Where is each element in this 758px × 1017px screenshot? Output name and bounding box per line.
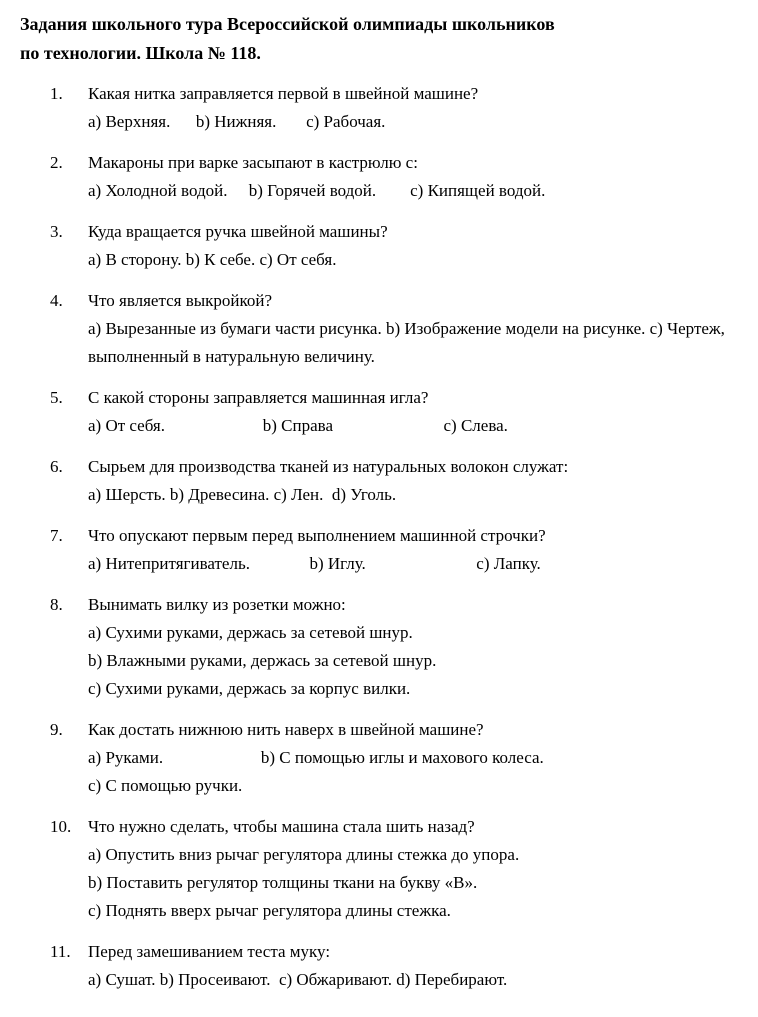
question-options xyxy=(88,744,740,800)
title-line: по технологии. Школа № 118. xyxy=(20,43,261,63)
question-text: Как достать нижнюю нить наверх в швейной машине? xyxy=(88,720,484,739)
option-line: a) Опустить вниз рычаг регулятора длины стежка до упора. xyxy=(88,845,520,864)
question-line xyxy=(50,287,740,315)
option-line: a) Руками. b) С помощью иглы и махового колеса. xyxy=(88,748,544,767)
document-title xyxy=(20,10,740,68)
question-number: 11. xyxy=(50,942,71,961)
question-number: 6. xyxy=(50,457,63,476)
question-number: 8. xyxy=(50,595,63,614)
question-text: Перед замешиванием теста муку: xyxy=(88,942,331,961)
option-line: b) Влажными руками, держась за сетевой шнур. xyxy=(88,651,437,670)
question-number: 2. xyxy=(50,153,63,172)
option-line: a) В сторону. b) К себе. c) От себя. xyxy=(88,250,337,269)
option-line: a) Сушат. b) Просеивают. c) Обжаривают. d) Перебирают. xyxy=(88,970,508,989)
question-line xyxy=(50,149,740,177)
option-line: a) Вырезанные из бумаги части рисунка. b) Изображение модели на рисунке. c) Чертеж, выполненный в натуральную величину. xyxy=(88,319,730,366)
option-line: b) Поставить регулятор толщины ткани на букву «В». xyxy=(88,873,478,892)
question-options xyxy=(88,841,740,925)
option-line: c) Сухими руками, держась за корпус вилки. xyxy=(88,679,411,698)
question-item xyxy=(50,384,740,440)
question-line xyxy=(50,591,740,619)
option-line: a) Сухими руками, держась за сетевой шнур. xyxy=(88,623,413,642)
question-text: С какой стороны заправляется машинная игла? xyxy=(88,388,429,407)
question-line xyxy=(50,453,740,481)
question-item xyxy=(50,80,740,136)
question-item xyxy=(50,813,740,925)
question-options xyxy=(88,412,740,440)
question-options xyxy=(88,177,740,205)
question-text: Что является выкройкой? xyxy=(88,291,273,310)
question-text: Что нужно сделать, чтобы машина стала шить назад? xyxy=(88,817,475,836)
question-line xyxy=(50,384,740,412)
question-number: 7. xyxy=(50,526,63,545)
title-line: Задания школьного тура Всероссийской олимпиады школьников xyxy=(20,14,555,34)
question-text: Сырьем для производства тканей из натуральных волокон служат: xyxy=(88,457,569,476)
question-number: 10. xyxy=(50,817,72,836)
question-number: 4. xyxy=(50,291,63,310)
option-line: a) Холодной водой. b) Горячей водой. c) Кипящей водой. xyxy=(88,181,546,200)
question-line xyxy=(50,813,740,841)
question-line xyxy=(50,716,740,744)
question-options xyxy=(88,966,740,994)
question-number: 3. xyxy=(50,222,63,241)
option-line: c) Поднять вверх рычаг регулятора длины стежка. xyxy=(88,901,451,920)
question-text: Вынимать вилку из розетки можно: xyxy=(88,595,346,614)
question-item xyxy=(50,218,740,274)
question-item xyxy=(50,149,740,205)
question-text: Макароны при варке засыпают в кастрюлю с: xyxy=(88,153,418,172)
question-number: 5. xyxy=(50,388,63,407)
question-line xyxy=(50,218,740,246)
question-number: 1. xyxy=(50,84,63,103)
question-options xyxy=(88,246,740,274)
question-item xyxy=(50,453,740,509)
question-item xyxy=(50,716,740,800)
option-line: a) Верхняя. b) Нижняя. c) Рабочая. xyxy=(88,112,386,131)
question-number: 9. xyxy=(50,720,63,739)
question-line xyxy=(50,522,740,550)
question-list xyxy=(20,80,740,994)
question-text: Какая нитка заправляется первой в швейной машине? xyxy=(88,84,479,103)
option-line: a) Нитепритягиватель. b) Иглу. c) Лапку. xyxy=(88,554,541,573)
question-options xyxy=(88,315,740,371)
question-options xyxy=(88,481,740,509)
question-item xyxy=(50,287,740,371)
question-text: Что опускают первым перед выполнением машинной строчки? xyxy=(88,526,546,545)
option-line: c) С помощью ручки. xyxy=(88,776,243,795)
question-options xyxy=(88,108,740,136)
option-line: a) Шерсть. b) Древесина. c) Лен. d) Уголь. xyxy=(88,485,397,504)
question-line xyxy=(50,80,740,108)
option-line: a) От себя. b) Справа c) Слева. xyxy=(88,416,508,435)
question-options xyxy=(88,619,740,703)
question-item xyxy=(50,522,740,578)
question-options xyxy=(88,550,740,578)
question-item xyxy=(50,591,740,703)
question-text: Куда вращается ручка швейной машины? xyxy=(88,222,388,241)
question-line xyxy=(50,938,740,966)
question-item xyxy=(50,938,740,994)
